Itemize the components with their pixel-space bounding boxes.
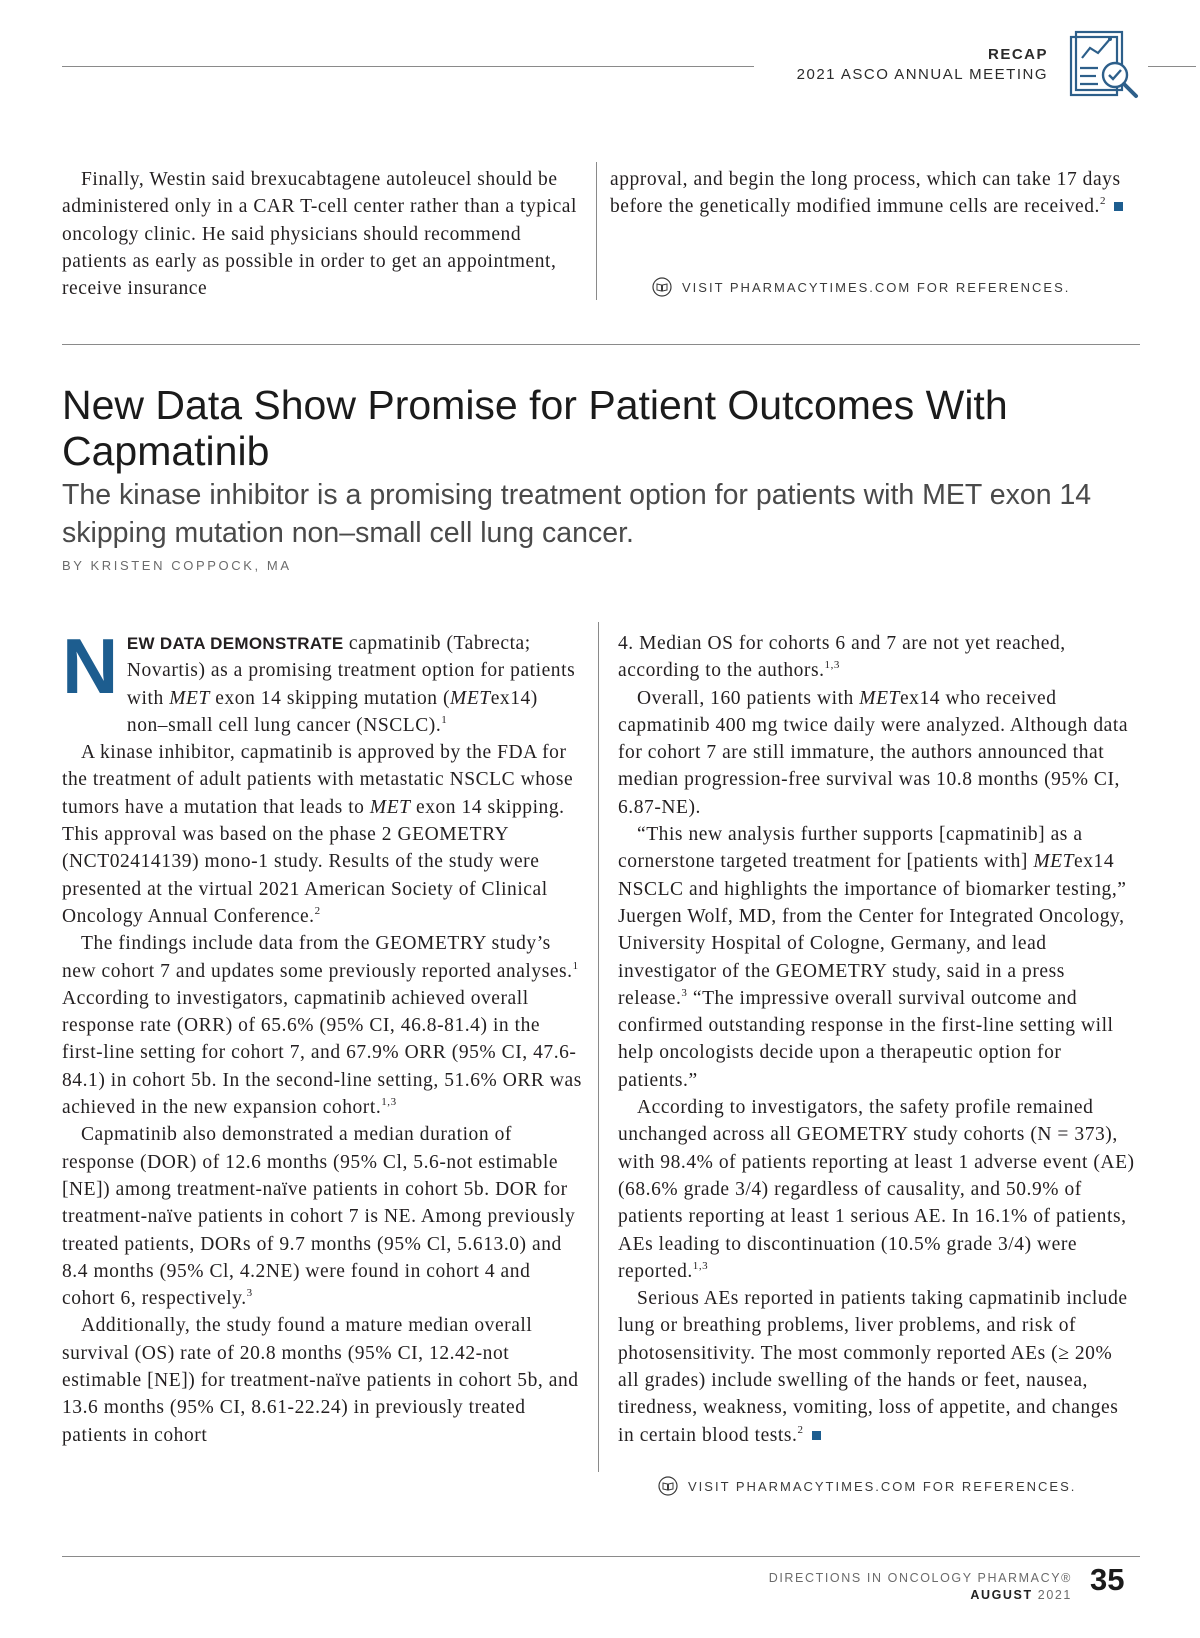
section-label: RECAP: [987, 46, 1048, 63]
end-of-article-mark: [812, 1431, 821, 1440]
paragraph-6: 4. Median OS for cohorts 6 and 7 are not yet reached, according to the authors.$^{1,3}$: [618, 633, 1066, 682]
article-column-right: [618, 630, 1138, 1449]
article-title: New Data Show Promise for Patient Outcomes With Capmatinib: [62, 382, 1008, 474]
lead-in: EW DATA DEMONSTRATE: [126, 634, 344, 653]
book-icon: [652, 277, 672, 297]
byline: BY KRISTEN COPPOCK, MA: [62, 558, 292, 573]
section-divider: [62, 344, 1140, 345]
drop-cap: N: [62, 622, 119, 710]
continued-text-left: [62, 166, 582, 302]
paragraph-5: Additionally, the study found a mature median overall survival (OS) rate of 20.8 months (95% CI, 12.42-not estimable [NE]) for treatment-naïve patients in cohort 5b, and 13.6 months (95% CI, 8.61-22.24) in previously treated patients in cohort: [62, 1315, 579, 1446]
page-number: 35: [1090, 1562, 1125, 1597]
column-divider: [598, 622, 599, 1472]
issue-date: AUGUST 2021: [970, 1588, 1072, 1602]
continued-paragraph-end: approval, and begin the long process, which can take 17 days before the genetically modified immune cells are received.$^2$: [610, 166, 1140, 221]
footer-rule: [62, 1556, 1140, 1557]
paragraph-8: “This new analysis further supports [capmatinib] as a cornerstone targeted treatment for [patients with] METex14 NSCLC and highlights the importance of biomarker testing,” Juergen Wolf, MD, from the Center for Integrated Oncology, University Hospital of Cologne, Germany, and lead investigator of the GEOMETRY study, said in a press release.$^3$ “The impressive overall survival outcome and confirmed outstanding response in the first-line setting will help oncologists decide upon a therapeutic option for patients.”: [618, 824, 1127, 1091]
paragraph-3: The findings include data from the GEOMETRY study’s new cohort 7 and updates some previously reported analyses.$^1$ According to investigators, capmatinib achieved overall response rate (ORR) of 65.6% (95% CI, 46.8-81.4) in the first-line setting for cohort 7, and 67.9% ORR (95% CI, 47.6-84.1) in cohort 5b. In the second-line setting, 51.6% ORR was achieved in the new expansion cohort.$^{1,3}$: [62, 933, 582, 1119]
references-link[interactable]: [658, 1476, 1076, 1496]
paragraph-4: Capmatinib also demonstrated a median duration of response (DOR) of 12.6 months (95% Cl, 5.6-not estimable [NE]) among treatment-naïve patients in cohort 5b. DOR for treatment-naïve patients in cohort 7 is NE. Among previously treated patients, DORs of 9.7 months (95% Cl, 5.613.0) and 8.4 months (95% Cl, 4.2NE) were found in cohort 4 and cohort 6, respectively.$^3$: [62, 1124, 576, 1310]
column-divider: [596, 162, 597, 300]
footer-folio: [769, 1570, 1072, 1603]
paragraph-7: Overall, 160 patients with METex14 who received capmatinib 400 mg twice daily were analyzed. Although data for cohort 7 are still immature, the authors announced that median progression-free survival was 10.8 months (95% CI, 6.87-NE).: [618, 687, 1129, 818]
references-label: VISIT PHARMACYTIMES.COM FOR REFERENCES.: [682, 279, 1071, 295]
paragraph-2: A kinase inhibitor, capmatinib is approved by the FDA for the treatment of adult patients with metastatic NSCLC whose tumors have a mutation that leads to MET exon 14 skipping. This approval was based on the phase 2 GEOMETRY (NCT02414139) mono-1 study. Results of the study were presented at the virtual 2021 American Society of Clinical Oncology Annual Conference.$^2$: [62, 742, 574, 927]
article-subtitle: The kinase inhibitor is a promising treatment option for patients with MET exon 14 skipping mutation non–small cell lung cancer.: [62, 479, 1092, 549]
paragraph-10: Serious AEs reported in patients taking capmatinib include lung or breathing problems, liver problems, and risk of photosensitivity. The most commonly reported AEs (≥ 20% all grades) include swelling of the hands or feet, nausea, tiredness, weakness, vomiting, loss of appetite, and changes in certain blood tests.$^2$: [618, 1288, 1128, 1446]
running-header: [797, 46, 1048, 84]
end-of-article-mark: [1114, 202, 1123, 211]
book-icon: [658, 1476, 678, 1496]
chart-magnifier-icon: [1068, 28, 1148, 100]
article-column-left: [62, 622, 582, 1449]
paragraph-1: NEW DATA DEMONSTRATE capmatinib (Tabrecta; Novartis) as a promising treatment option for patients with MET exon 14 skipping mutation (METex14) non–small cell lung cancer (NSCLC).$^1$: [62, 622, 576, 736]
continued-paragraph: Finally, Westin said brexucabtagene autoleucel should be administered only in a CAR T-cell center rather than a typical oncology clinic. He said physicians should recommend patients as early as possible in order to get an appointment, receive insurance: [62, 169, 577, 300]
meeting-label: 2021 ASCO ANNUAL MEETING: [796, 66, 1048, 83]
paragraph-9: According to investigators, the safety profile remained unchanged across all GEOMETRY study cohorts (N = 373), with 98.4% of patients reporting at least 1 adverse event (AE) (68.6% grade 3/4) regardless of causality, and 50.9% of patients reporting at least 1 serious AE. In 16.1% of patients, AEs leading to discontinuation (10.5% grade 3/4) were reported.$^{1,3}$: [618, 1097, 1135, 1282]
header-rule-left: [62, 66, 754, 67]
references-label: VISIT PHARMACYTIMES.COM FOR REFERENCES.: [688, 1478, 1077, 1494]
references-link[interactable]: [652, 277, 1070, 297]
header-rule-right: [1148, 66, 1196, 67]
continued-text-right: [610, 166, 1140, 221]
publication-name: DIRECTIONS IN ONCOLOGY PHARMACY®: [768, 1571, 1072, 1585]
